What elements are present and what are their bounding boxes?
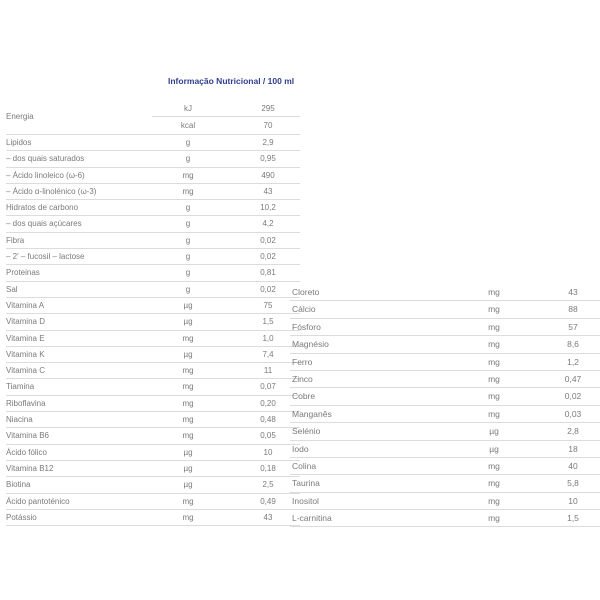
table-row	[290, 301, 600, 318]
nutrient-name: Cálcio	[292, 304, 316, 315]
nutrient-name: – Ácido linoleico (ω-6)	[6, 170, 85, 180]
table-row	[290, 354, 600, 371]
nutrient-value: 0,49	[260, 496, 276, 506]
table-row	[6, 298, 300, 314]
table-row	[6, 200, 300, 216]
table-row	[290, 371, 600, 388]
nutrient-unit: mg	[182, 496, 194, 506]
table-row	[6, 412, 300, 428]
table-row	[6, 363, 300, 379]
nutrient-value: 0,07	[260, 382, 276, 392]
nutrient-value: 10	[568, 495, 578, 506]
table-row	[6, 249, 300, 265]
nutrient-value: 2,5	[262, 480, 274, 490]
nutrient-name: Selénio	[292, 426, 321, 437]
table-row	[290, 475, 600, 492]
nutrient-unit: mg	[488, 391, 500, 402]
nutrient-value: 8,6	[567, 339, 579, 350]
nutrient-value: 0,02	[260, 284, 276, 294]
table-row	[290, 336, 600, 353]
nutrient-name: Zinco	[292, 373, 313, 384]
nutrient-value: 1,2	[567, 356, 579, 367]
nutrient-value: 0,95	[260, 154, 276, 164]
nutrient-value: 43	[263, 186, 273, 196]
energy-kcal-row	[152, 117, 300, 133]
nutrient-name: Vitamina E	[6, 333, 45, 343]
nutrient-unit: mg	[182, 186, 194, 196]
nutrient-name: Cobre	[292, 391, 316, 402]
nutrient-value: 5,8	[567, 478, 579, 489]
table-row	[6, 151, 300, 167]
nutrient-name: Cloreto	[292, 287, 320, 297]
nutrient-unit: µg	[183, 317, 193, 327]
table-row	[290, 319, 600, 336]
nutrient-unit: mg	[488, 339, 500, 350]
nutrient-name: Potássio	[6, 512, 37, 522]
nutrient-name: Vitamina A	[6, 300, 45, 310]
table-row	[6, 510, 300, 526]
nutrient-name: Lipidos	[6, 138, 32, 147]
nutrient-value: 0,18	[260, 463, 276, 473]
nutrient-unit: g	[185, 154, 191, 164]
nutrient-value: 4,2	[262, 219, 274, 229]
nutrient-name: – dos quais açúcares	[6, 219, 82, 229]
table-row	[290, 510, 600, 527]
nutrient-value: 0,05	[260, 431, 276, 441]
nutrient-value: 0,02	[260, 235, 276, 245]
nutrition-table-title: Informação Nutricional / 100 ml	[168, 76, 295, 86]
nutrient-value: 0,48	[260, 415, 276, 425]
energy-kcal-unit: kcal	[180, 121, 196, 130]
nutrient-unit: mg	[182, 398, 194, 408]
nutrient-unit: mg	[182, 170, 194, 180]
table-row	[6, 396, 300, 412]
energy-kcal-value: 70	[263, 121, 273, 130]
nutrient-unit: µg	[489, 443, 499, 454]
nutrient-value: 0,47	[564, 373, 582, 384]
nutrient-value: 18	[568, 443, 578, 454]
table-row	[6, 428, 300, 444]
nutrient-unit: µg	[489, 426, 499, 437]
nutrient-unit: g	[185, 284, 191, 294]
nutrient-name: Ácido fólico	[6, 447, 47, 457]
nutrient-unit: µg	[183, 300, 193, 310]
table-row	[6, 135, 300, 151]
nutrient-value: 40	[568, 460, 578, 471]
nutrient-value: 1,5	[567, 513, 579, 524]
nutrient-unit: g	[185, 268, 191, 278]
nutrient-name: L-carnitina	[292, 513, 332, 524]
nutrient-value: 0,03	[564, 408, 582, 419]
nutrient-name: Magnésio	[292, 339, 329, 350]
nutrient-name: Biotina	[6, 480, 31, 490]
nutrient-name: – dos quais saturados	[6, 154, 85, 164]
right-nutrient-table	[290, 284, 600, 527]
nutrient-value: 1,5	[262, 317, 274, 327]
nutrient-name: Inositol	[292, 495, 319, 506]
nutrient-unit: mg	[488, 356, 500, 367]
nutrient-name: Fibra	[6, 235, 25, 245]
nutrient-name: Ácido pantoténico	[6, 496, 70, 506]
nutrient-unit: g	[185, 219, 191, 229]
energy-name: Energia	[6, 112, 34, 121]
nutrient-unit: mg	[488, 287, 500, 297]
nutrient-value: 490	[261, 170, 275, 180]
nutrient-name: Vitamina K	[6, 349, 45, 359]
table-row	[6, 216, 300, 232]
nutrient-unit: µg	[183, 349, 193, 359]
nutrient-unit: g	[185, 252, 191, 262]
table-row	[290, 441, 600, 458]
nutrient-value: 2,8	[567, 426, 579, 437]
nutrient-unit: mg	[182, 431, 194, 441]
nutrient-name: Tiamina	[6, 382, 35, 392]
nutrient-value: 57	[568, 321, 578, 332]
nutrient-unit: mg	[488, 478, 500, 489]
nutrient-name: Manganês	[292, 408, 332, 419]
nutrient-unit: g	[185, 203, 191, 213]
nutrient-name: Taurina	[292, 478, 320, 489]
nutrient-value: 1,0	[262, 333, 274, 343]
nutrient-value: 0,02	[564, 391, 582, 402]
nutrient-value: 7,4	[262, 349, 274, 359]
table-row	[6, 445, 300, 461]
nutrient-unit: g	[185, 235, 191, 245]
nutrient-name: Iodo	[292, 443, 309, 454]
nutrient-unit: mg	[488, 513, 500, 524]
nutrient-unit: mg	[488, 304, 500, 315]
table-row	[6, 331, 300, 347]
nutrient-unit: g	[185, 138, 191, 147]
table-row	[290, 458, 600, 475]
nutrient-value: 11	[263, 366, 273, 376]
nutrient-value: 0,02	[260, 252, 276, 262]
nutrient-value: 10,2	[260, 203, 276, 213]
nutrient-unit: mg	[488, 460, 500, 471]
nutrient-name: Hidratos de carbono	[6, 203, 79, 213]
nutrient-unit: mg	[182, 415, 194, 425]
nutrient-unit: mg	[488, 321, 500, 332]
table-row	[290, 493, 600, 510]
nutrient-name: Vitamina B6	[6, 431, 49, 441]
nutrient-name: Riboflavina	[6, 398, 46, 408]
energy-kj-unit: kJ	[184, 104, 192, 113]
nutrient-value: 2,9	[262, 138, 274, 147]
nutrient-name: Niacina	[6, 415, 33, 425]
table-row	[6, 265, 300, 281]
nutrient-name: Vitamina D	[6, 317, 45, 327]
energy-kj-value: 295	[261, 104, 275, 113]
nutrient-name: – Ácido α-linolénico (ω-3)	[6, 186, 97, 196]
table-row	[6, 379, 300, 395]
table-row	[6, 184, 300, 200]
nutrient-unit: mg	[182, 512, 194, 522]
nutrient-value: 0,81	[260, 268, 276, 278]
table-row	[290, 388, 600, 405]
nutrient-unit: µg	[183, 447, 193, 457]
nutrient-unit: mg	[182, 366, 194, 376]
nutrient-unit: µg	[183, 463, 193, 473]
nutrient-value: 10	[263, 447, 273, 457]
nutrient-value: 43	[263, 512, 273, 522]
nutrient-unit: mg	[182, 382, 194, 392]
table-row	[6, 282, 300, 298]
table-row	[290, 406, 600, 423]
table-row	[6, 347, 300, 363]
table-row	[290, 423, 600, 440]
table-row	[6, 494, 300, 510]
nutrient-name: Proteinas	[6, 268, 40, 278]
nutrient-value: 0,20	[260, 398, 276, 408]
nutrient-name: Vitamina B12	[6, 463, 54, 473]
left-nutrient-table	[6, 135, 300, 526]
nutrient-unit: mg	[488, 408, 500, 419]
table-row	[6, 314, 300, 330]
nutrient-name: Vitamina C	[6, 366, 45, 376]
table-row	[6, 461, 300, 477]
nutrient-name: Colina	[292, 460, 317, 471]
nutrient-name: – 2' – fucosil – lactose	[6, 252, 85, 262]
nutrient-name: Fósforo	[292, 321, 321, 332]
nutrient-unit: µg	[183, 480, 193, 490]
nutrient-unit: mg	[488, 373, 500, 384]
nutrient-name: Ferro	[292, 356, 313, 367]
energy-row	[6, 100, 300, 135]
table-row	[290, 284, 600, 301]
energy-kj-row	[152, 100, 300, 117]
nutrient-value: 75	[263, 300, 273, 310]
nutrient-value: 43	[568, 287, 578, 297]
nutrient-unit: mg	[182, 333, 194, 343]
table-row	[6, 233, 300, 249]
nutrient-unit: mg	[488, 495, 500, 506]
table-row	[6, 477, 300, 493]
nutrient-name: Sal	[6, 284, 18, 294]
nutrient-value: 88	[568, 304, 578, 315]
table-row	[6, 168, 300, 184]
